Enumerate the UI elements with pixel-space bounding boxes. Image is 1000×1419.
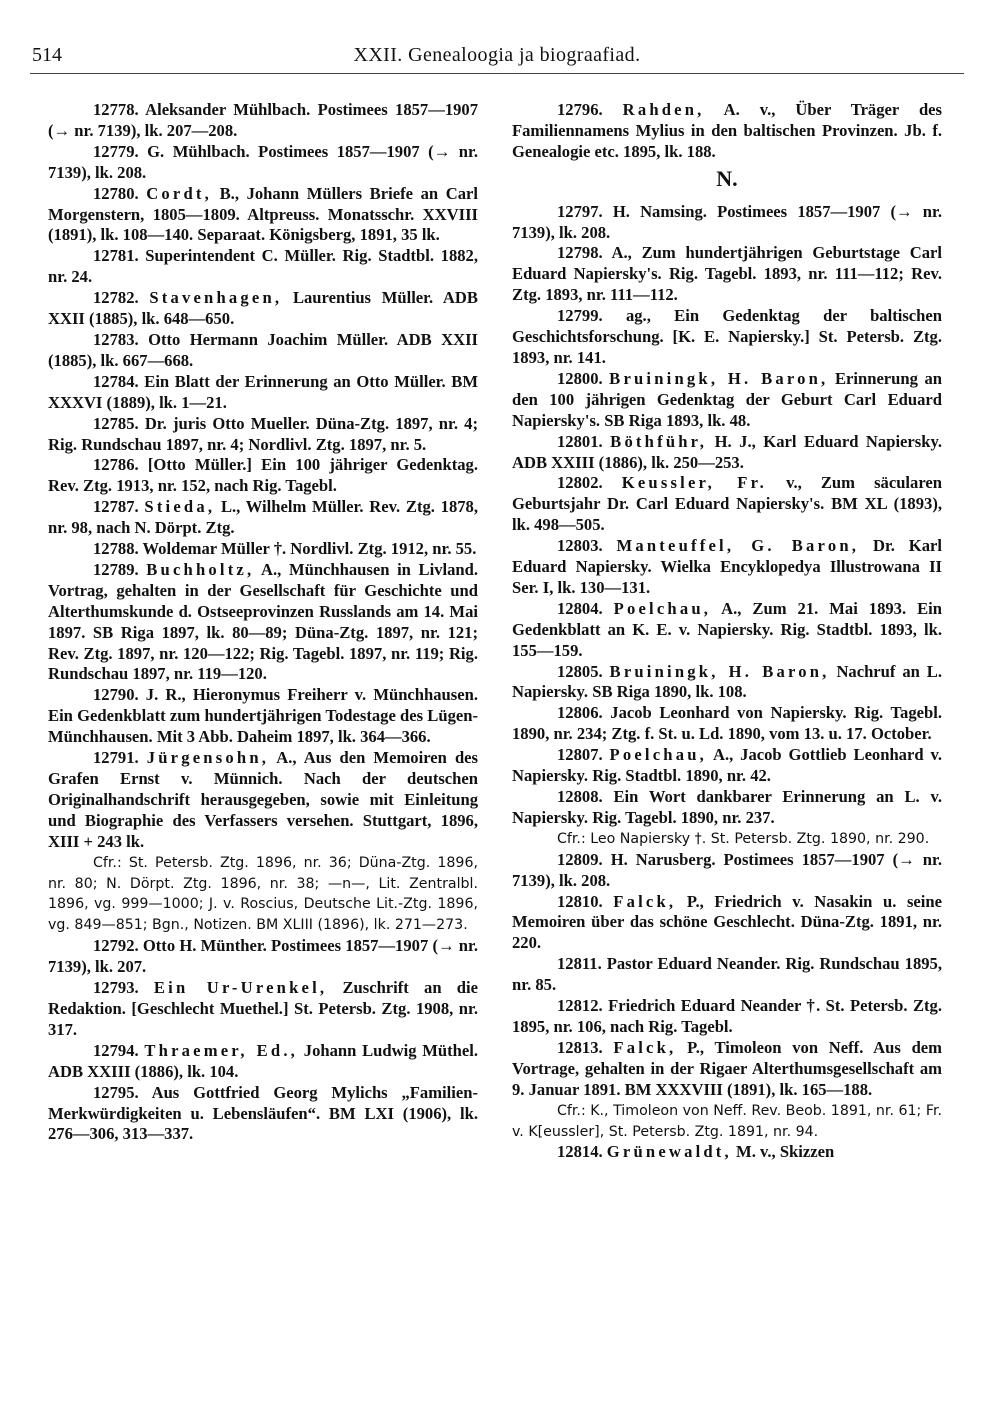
entry-text: Zuschrift an die Redaktion. [Geschlecht Muethel.] St. Petersb. Ztg. 1908, nr. 317.: [48, 978, 478, 1039]
page-header: [32, 44, 962, 70]
entry-text: A., Münchhausen in Livland. Vortrag, gehalten in der Gesellschaft für Geschichte und Alterthumskunde d. Ostseeprovinzen Russlands am 14. Mai 1897. SB Riga 1897, lk. 80—89; Düna-Ztg. 1897, nr. 121; Rev. Ztg. 1897, nr. 120—122; Rig. Tagebl. 1897, nr. 119; Rig. Rundschau 1897, nr. 119—120.: [48, 559, 478, 684]
entry-author: Thraemer, Ed.,: [144, 1040, 299, 1060]
entry-number: 12783.: [93, 329, 139, 349]
page-number: 514: [32, 44, 62, 66]
bibliography-entry: [48, 560, 478, 685]
entry-number: 12793.: [93, 978, 139, 998]
entry-number: 12788.: [93, 539, 139, 559]
bibliography-entry: [512, 100, 942, 163]
bibliography-entry: [48, 100, 478, 142]
entry-text: P., Friedrich v. Nasakin u. seine Memoiren über das schöne Geschlecht. Düna-Ztg. 1891, nr. 220.: [512, 891, 942, 953]
entry-author: Cordt,: [146, 183, 212, 203]
entry-number: 12798.: [557, 243, 603, 263]
entry-text: Superintendent C. Müller. Rig. Stadtbl. 1882, nr. 24.: [48, 246, 478, 287]
entry-crossref: Cfr.: K., Timoleon von Neff. Rev. Beob. 1891, nr. 61; Fr. v. K[eussler], St. Petersb. Ztg. 1891, nr. 94.: [512, 1102, 942, 1140]
bibliography-entry: [512, 662, 942, 704]
entry-text: Pastor Eduard Neander. Rig. Rundschau 1895, nr. 85.: [512, 954, 942, 995]
entry-number: 12794.: [93, 1040, 139, 1060]
entry-author: Bruiningk, H. Baron,: [609, 368, 829, 388]
bibliography-entry: [512, 745, 942, 787]
bibliography-entry: [48, 685, 478, 748]
entry-author: Grünewaldt,: [606, 1142, 732, 1162]
entry-author: Stavenhagen,: [149, 288, 283, 308]
entry-number: 12799.: [557, 306, 603, 326]
bibliography-entry: [512, 306, 942, 369]
bibliography-entry: [48, 1083, 478, 1146]
entry-text: P., Timoleon von Neff. Aus dem Vortrage, gehalten in der Rigaer Alterthumsgesellschaft am 9. Januar 1891. BM XXXVIII (1891), lk. 165—188.: [512, 1037, 942, 1099]
bibliography-entry: [48, 497, 478, 539]
entry-number: 12796.: [557, 100, 603, 119]
entry-author: Böthführ,: [610, 431, 708, 451]
entry-number: 12786.: [93, 455, 139, 475]
entry-text: Friedrich Eduard Neander †. St. Petersb. Ztg. 1895, nr. 106, nach Rig. Tagebl.: [512, 996, 942, 1036]
entry-text: G. Mühlbach. Postimees 1857—1907 (→ nr. 7139), lk. 208.: [48, 141, 478, 182]
entry-text: A., Aus den Memoiren des Grafen Ernst v. Münnich. Nach der deutschen Originalhandschrift herausgegeben, sowie mit Einleitung und Biographie des Verfassers versehen. Stuttgart, 1896, XIII + 243 lk.: [48, 748, 478, 851]
entry-author: Stieda,: [144, 497, 216, 517]
entry-number: 12810.: [557, 891, 603, 911]
bibliography-entry: [48, 330, 478, 372]
entry-text: B., Johann Müllers Briefe an Carl Morgenstern, 1805—1809. Altpreuss. Monatsschr. XXVIII (1891), lk. 108—140. Separaat. Königsberg, 1891, 35 lk.: [48, 183, 478, 245]
entry-text: v., Zum säcularen Geburtsjahr Dr. Carl Eduard Napiersky's. BM XL (1893), lk. 498—505.: [512, 473, 942, 535]
entry-text: Dr. Karl Eduard Napiersky. Wielka Encyklopedya Illustrowana II Ser. I, lk. 130—131.: [512, 536, 942, 597]
entry-number: 12781.: [93, 246, 139, 266]
entry-number: 12804.: [557, 598, 603, 618]
bibliography-entry: [48, 372, 478, 414]
entry-number: 12789.: [93, 559, 139, 579]
entry-number: 12801.: [557, 431, 603, 451]
bibliography-entry: [512, 369, 942, 432]
bibliography-entry: [512, 996, 942, 1038]
entry-text: Jacob Leonhard von Napiersky. Rig. Tagebl. 1890, nr. 234; Ztg. f. St. u. Ld. 1890, vom 13. u. 17. October.: [512, 703, 942, 744]
entry-number: 12809.: [557, 849, 603, 869]
entry-number: 12790.: [93, 685, 139, 705]
bibliography-entry: [48, 978, 478, 1041]
entry-author: Rahden,: [622, 100, 705, 119]
right-column-top-entries: [512, 100, 942, 163]
entry-text: Otto H. Münther. Postimees 1857—1907 (→ nr. 7139), lk. 207.: [48, 936, 478, 977]
bibliography-entry: [48, 142, 478, 184]
entry-text: Dr. juris Otto Mueller. Düna-Ztg. 1897, nr. 4; Rig. Rundschau 1897, nr. 4; Nordlivl. Ztg. 1897, nr. 5.: [48, 413, 478, 454]
bibliography-entry: [48, 184, 478, 247]
entry-text: L., Wilhelm Müller. Rev. Ztg. 1878, nr. 98, nach N. Dörpt. Ztg.: [48, 497, 478, 538]
entry-text: Ein Wort dankbarer Erinnerung an L. v. Napiersky. Rig. Tagebl. 1890, nr. 237.: [512, 787, 942, 827]
entry-number: 12785.: [93, 413, 139, 433]
entry-number: 12778.: [93, 100, 139, 119]
entry-number: 12802.: [557, 473, 603, 493]
entry-number: 12795.: [93, 1082, 139, 1102]
entry-number: 12812.: [557, 996, 603, 1016]
entry-number: 12806.: [557, 703, 603, 723]
entry-text: A., Zum hundertjährigen Geburtstage Carl Eduard Napiersky's. Rig. Tagebl. 1893, nr. 111—112; Rev. Ztg. 1893, nr. 111—112.: [512, 243, 942, 305]
entry-author: Buchholtz,: [146, 559, 255, 579]
entry-text: A., Jacob Gottlieb Leonhard v. Napiersky. Rig. Stadtbl. 1890, nr. 42.: [512, 745, 942, 786]
bibliography-entry: [48, 414, 478, 456]
entry-number: 12807.: [557, 745, 603, 765]
bibliography-entry: [512, 1142, 942, 1163]
entry-number: 12782.: [93, 288, 139, 308]
entry-text: Nachruf an L. Napiersky. SB Riga 1890, lk. 108.: [512, 661, 942, 702]
entry-text: Otto Hermann Joachim Müller. ADB XXII (1885), lk. 667—668.: [48, 329, 478, 370]
bibliography-entry: [512, 202, 942, 244]
bibliography-entry: [48, 455, 478, 497]
entry-text: H. J., Karl Eduard Napiersky. ADB XXIII (1886), lk. 250—253.: [512, 431, 942, 472]
entry-author: Falck,: [613, 1037, 677, 1057]
entry-number: 12787.: [93, 497, 139, 517]
entry-text: [Otto Müller.] Ein 100 jähriger Gedenktag. Rev. Ztg. 1913, nr. 152, nach Rig. Tagebl.: [48, 455, 478, 496]
entry-text: Aleksander Mühlbach. Postimees 1857—1907 (→ nr. 7139), lk. 207—208.: [48, 100, 478, 140]
entry-author: Poelchau,: [613, 598, 712, 618]
bibliography-entry: [48, 288, 478, 330]
entry-text: H. Narusberg. Postimees 1857—1907 (→ nr. 7139), lk. 208.: [512, 849, 942, 890]
entry-number: 12792.: [93, 936, 139, 956]
entry-number: 12811.: [557, 954, 602, 974]
bibliography-entry: [48, 539, 478, 560]
entry-text: M. v., Skizzen: [736, 1142, 835, 1162]
entry-author: Ein Ur-Urenkel,: [153, 978, 328, 998]
bibliography-entry: [512, 599, 942, 662]
entry-text: H. Namsing. Postimees 1857—1907 (→ nr. 7139), lk. 208.: [512, 201, 942, 242]
bibliography-entry: [48, 748, 478, 853]
entry-number: 12779.: [93, 141, 139, 161]
entry-text: ag., Ein Gedenktag der baltischen Geschichtsforschung. [K. E. Napiersky.] St. Petersb. Ztg. 1893, nr. 141.: [512, 306, 942, 367]
entry-number: 12808.: [557, 787, 603, 806]
bibliography-entry: [48, 1041, 478, 1083]
entry-author: Jürgensohn,: [146, 748, 270, 768]
entry-number: 12791.: [93, 748, 139, 768]
bibliography-entry: [512, 850, 942, 892]
entry-text: Aus Gottfried Georg Mylichs „Familien-Merkwürdigkeiten u. Lebensläufen“. BM LXI (1906), lk. 276—306, 313—337.: [48, 1082, 478, 1144]
right-column: [512, 100, 942, 1410]
bibliography-entry: [512, 787, 942, 829]
bibliography-entry: [48, 936, 478, 978]
bibliography-entry: [512, 954, 942, 996]
entry-number: 12814.: [557, 1142, 603, 1162]
running-title: XXII. Genealoogia ja biograafiad.: [353, 44, 641, 66]
entry-number: 12784.: [93, 371, 139, 391]
bibliography-entry: [512, 1038, 942, 1101]
entry-author: Manteuffel, G. Baron,: [616, 536, 860, 556]
entry-text: Johann Ludwig Müthel. ADB XXIII (1886), lk. 104.: [48, 1040, 478, 1081]
bibliography-entry: [512, 432, 942, 474]
bibliography-entry: [512, 243, 942, 306]
entry-crossref: Cfr.: Leo Napiersky †. St. Petersb. Ztg. 1890, nr. 290.: [557, 830, 930, 847]
entry-number: 12780.: [93, 183, 139, 203]
entry-crossref: Cfr.: St. Petersb. Ztg. 1896, nr. 36; Düna-Ztg. 1896, nr. 80; N. Dörpt. Ztg. 1896, nr. 38; —n—, Lit. Zentralbl. 1896, vg. 999—1000; J. v. Roscius, Deutsche Lit.-Ztg. 1896, vg. 849—851; Bgn., Notizen. BM XLIII (1896), lk. 271—273.: [48, 854, 478, 934]
header-rule: [30, 73, 964, 74]
entry-text: Erinnerung an den 100 jährigen Gedenktag der Geburt Carl Eduard Napiersky's. SB Riga 1893, lk. 48.: [512, 368, 942, 430]
entry-author: Bruiningk, H. Baron,: [609, 661, 830, 681]
entry-text: A. v., Über Träger des Familiennamens Mylius in den baltischen Provinzen. Jb. f. Genealogie etc. 1895, lk. 188.: [512, 100, 942, 161]
entry-text: Laurentius Müller. ADB XXII (1885), lk. 648—650.: [48, 288, 478, 329]
entry-author: Poelchau,: [609, 745, 708, 765]
bibliography-entry: [512, 892, 942, 955]
entry-number: 12813.: [557, 1037, 603, 1057]
entry-number: 12805.: [557, 661, 603, 681]
bibliography-entry: [512, 536, 942, 599]
left-column: [48, 100, 478, 1410]
right-column-entries: [512, 202, 942, 1164]
entry-author: Keussler, Fr.: [621, 473, 767, 493]
entry-text: J. R., Hieronymus Freiherr v. Münchhausen. Ein Gedenkblatt zum hundertjährigen Todestage des Lügen-Münchhausen. Mit 3 Abb. Daheim 1897, lk. 364—366.: [48, 685, 478, 747]
bibliography-entry: [48, 246, 478, 288]
entry-number: 12800.: [557, 368, 603, 388]
entry-number: 12803.: [557, 536, 603, 556]
entry-author: Falck,: [613, 891, 677, 911]
entry-text: Woldemar Müller †. Nordlivl. Ztg. 1912, nr. 55.: [142, 539, 477, 559]
entry-text: A., Zum 21. Mai 1893. Ein Gedenkblatt an K. E. v. Napiersky. Rig. Stadtbl. 1893, lk. 155—159.: [512, 598, 942, 660]
bibliography-entry: [512, 703, 942, 745]
section-letter: N.: [716, 165, 738, 191]
entry-number: 12797.: [557, 201, 603, 221]
bibliography-entry: [512, 473, 942, 536]
entry-text: Ein Blatt der Erinnerung an Otto Müller. BM XXXVI (1889), lk. 1—21.: [48, 371, 478, 412]
